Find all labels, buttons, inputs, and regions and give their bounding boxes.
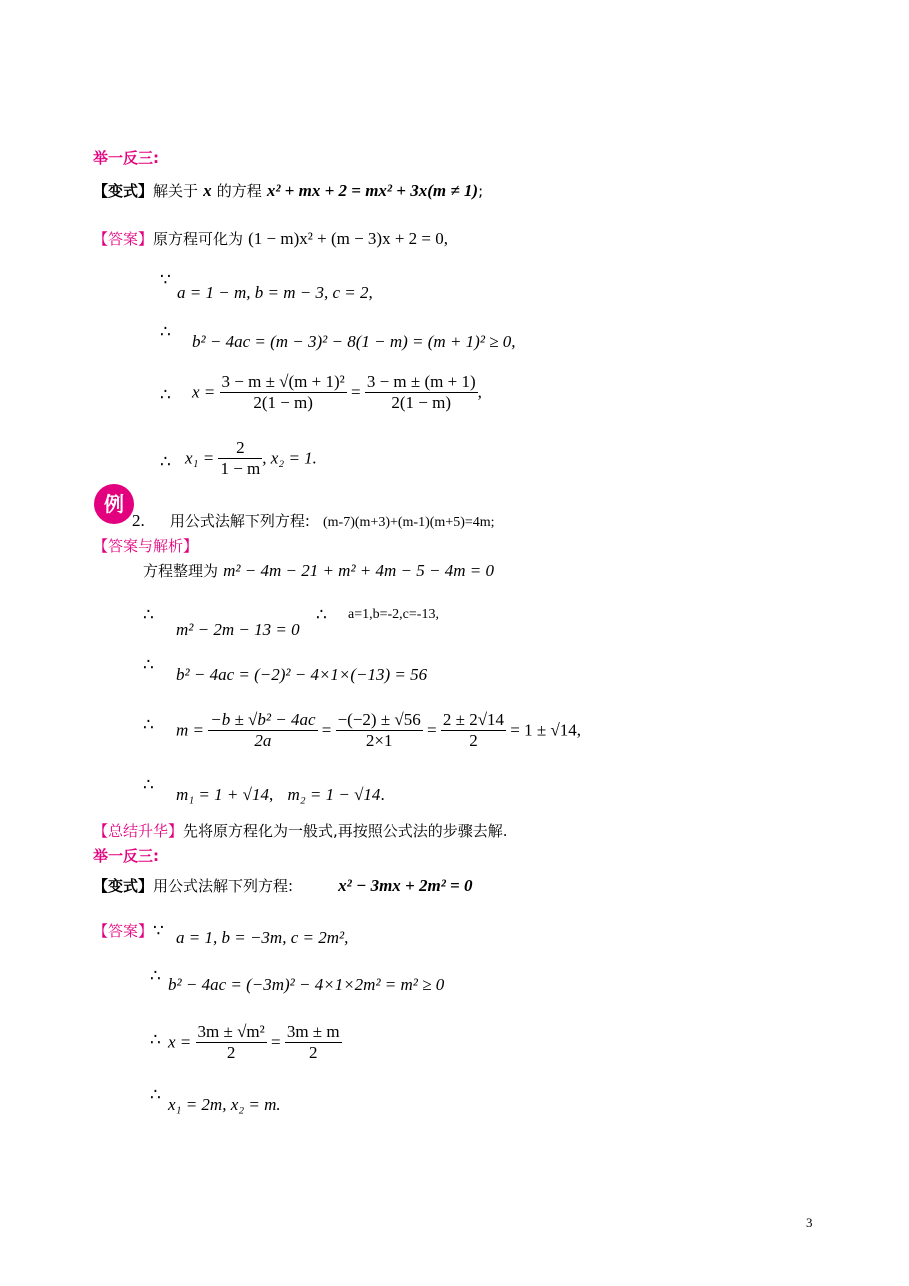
organize-line [143,560,494,581]
variant-line-1 [93,180,483,201]
answer-equation: (1 − m)x² + (m − 3)x + 2 = 0, [248,229,448,248]
therefore-symbol: ∴ [143,655,154,675]
coefficients: a=1,b=-2,c=-13, [348,607,439,622]
solution-line-2: x₁ = 2m, x₂ = m. [168,1095,281,1114]
fraction-d-den: 2 [226,1043,236,1062]
organize-text: 方程整理为 [143,562,219,580]
answer-line-1 [93,228,448,249]
root-formula-line-3: x = $\frac{\text{3m ± √m²}}{2}$ = $\frac{3m \pm m}{2}$ [168,1022,340,1062]
x1-equals: x₁ = [185,448,215,468]
coef-line-2: a = 1, b = −3m, c = 2m², [176,928,349,947]
therefore-symbol: ∴ [150,966,161,986]
therefore-symbol: ∴ [160,452,171,472]
example-text: 用公式法解下列方程: [169,512,310,530]
fraction-a-den: 2a [254,731,272,750]
variant-label: 【变式】 [93,877,154,895]
coef-line: a = 1 − m, b = m − 3, c = 2, [177,283,373,302]
example-number: 2. [132,511,145,530]
therefore-symbol: ∴ [143,775,154,795]
answer-label: 【答案】 [93,922,154,940]
organize-equation: m² − 4m − 21 + m² + 4m − 5 − 4m = 0 [223,561,494,580]
x-equals: x = [192,382,216,402]
fraction-x1-den: 1 − m [220,459,261,478]
because-symbol: ∵ [160,270,171,290]
fraction-e-den: 2 [308,1043,318,1062]
answer-text: 原方程可化为 [153,230,244,248]
fraction-d-num: 3m ± √m² [197,1022,265,1041]
fraction-b-den: 2×1 [365,731,393,750]
therefore-symbol: ∴ [150,1085,161,1105]
therefore-symbol: ∴ [150,1030,161,1050]
fraction-e-num: 3m ± m [286,1022,340,1041]
analysis-label: 【答案与解析】 [93,537,199,555]
variant-equation: x² + mx + 2 = mx² + 3x(m ≠ 1) [266,181,479,200]
formula-result: = 1 ± √14 [510,720,577,740]
fraction-c-den: 2 [469,731,478,750]
fraction-e [285,1022,342,1063]
section-heading-2: 举一反三: [93,847,159,865]
example-badge: 例 [94,484,134,524]
root-m2: m₂ = 1 − √14 [287,785,381,804]
therefore-symbol: ∴ [143,605,154,625]
summary-line [93,820,508,841]
discriminant-line-2: b² − 4ac = (−2)² − 4×1×(−13) = 56 [176,665,428,684]
variant-text: 用公式法解下列方程: [153,877,294,895]
fraction-a [208,710,317,751]
discriminant-line: b² − 4ac = (m − 3)² − 8(1 − m) = (m + 1)² ≥ 0, [192,332,516,351]
fraction-b-num: −(−2) ± √56 [337,710,421,729]
fraction-2 [365,372,478,413]
fraction-c [441,710,506,751]
answer-label: 【答案】 [93,230,154,248]
therefore-symbol: ∴ [160,385,171,405]
fraction-x1 [218,438,262,479]
variant-label: 【变式】 [93,182,154,200]
variant-text: 解关于 [153,182,199,200]
roots-line: m₁ = 1 + √14, m₂ = 1 − √14. [176,785,385,804]
fraction-1 [220,372,347,413]
fraction-d [196,1022,267,1063]
fraction-a-num: −b ± √b² − 4ac [210,710,316,729]
example-line [132,510,495,531]
fraction-b [336,710,423,751]
variant-end: ; [478,182,484,200]
variant-equation: x² − 3mx + 2m² = 0 [338,876,473,895]
therefore-symbol: ∴ [160,322,171,342]
variant-text2: 的方程 [216,182,262,200]
solution-line [185,438,317,479]
because-symbol: ∵ [153,921,164,941]
root-formula-line: x = $\frac{\text{3 − m ± √(m + 1)²}}{2(1 - m)}$ = $\frac{3 - m \pm (m + 1)}{2(1 - m)}$ , [192,372,482,412]
answer-line-2 [93,920,164,941]
simplified-equation: m² − 2m − 13 = 0 [176,620,300,639]
page-number: 3 [806,1215,813,1230]
summary-text: 先将原方程化为一般式,再按照公式法的步骤去解. [183,822,508,840]
x-equals: x = [168,1032,192,1052]
therefore-symbol: ∴ [143,715,154,735]
fraction-1-den: 2(1 − m) [253,393,313,412]
discriminant-line-3: b² − 4ac = (−3m)² − 4×1×2m² = m² ≥ 0 [168,975,445,994]
x2-value: , x₂ = 1. [262,448,317,468]
fraction-2-num: 3 − m ± (m + 1) [366,372,476,391]
summary-label: 【总结升华】 [93,822,184,840]
variant-var: x [203,181,212,200]
therefore-symbol: ∴ [316,605,327,625]
root-m1: m₁ = 1 + √14 [176,785,269,804]
fraction-1-num: 3 − m ± √(m + 1)² [221,372,345,391]
fraction-x1-num: 2 [218,438,262,459]
example-equation: (m-7)(m+3)+(m-1)(m+5)=4m; [323,515,495,530]
variant-line-2 [93,875,473,896]
section-heading-1: 举一反三: [93,149,159,167]
root-formula-line-2: m = $\frac{\text{−b ± √b² − 4ac}}{2a}$ = $\frac{-(-2) \pm √56}{2\times 1}$ = $\frac{2 \pm 2√14}{2}$ = 1 ± √14, [176,710,582,750]
fraction-c-num: 2 ± 2√14 [442,710,505,729]
m-equals: m = [176,720,204,740]
fraction-2-den: 2(1 − m) [391,393,452,412]
